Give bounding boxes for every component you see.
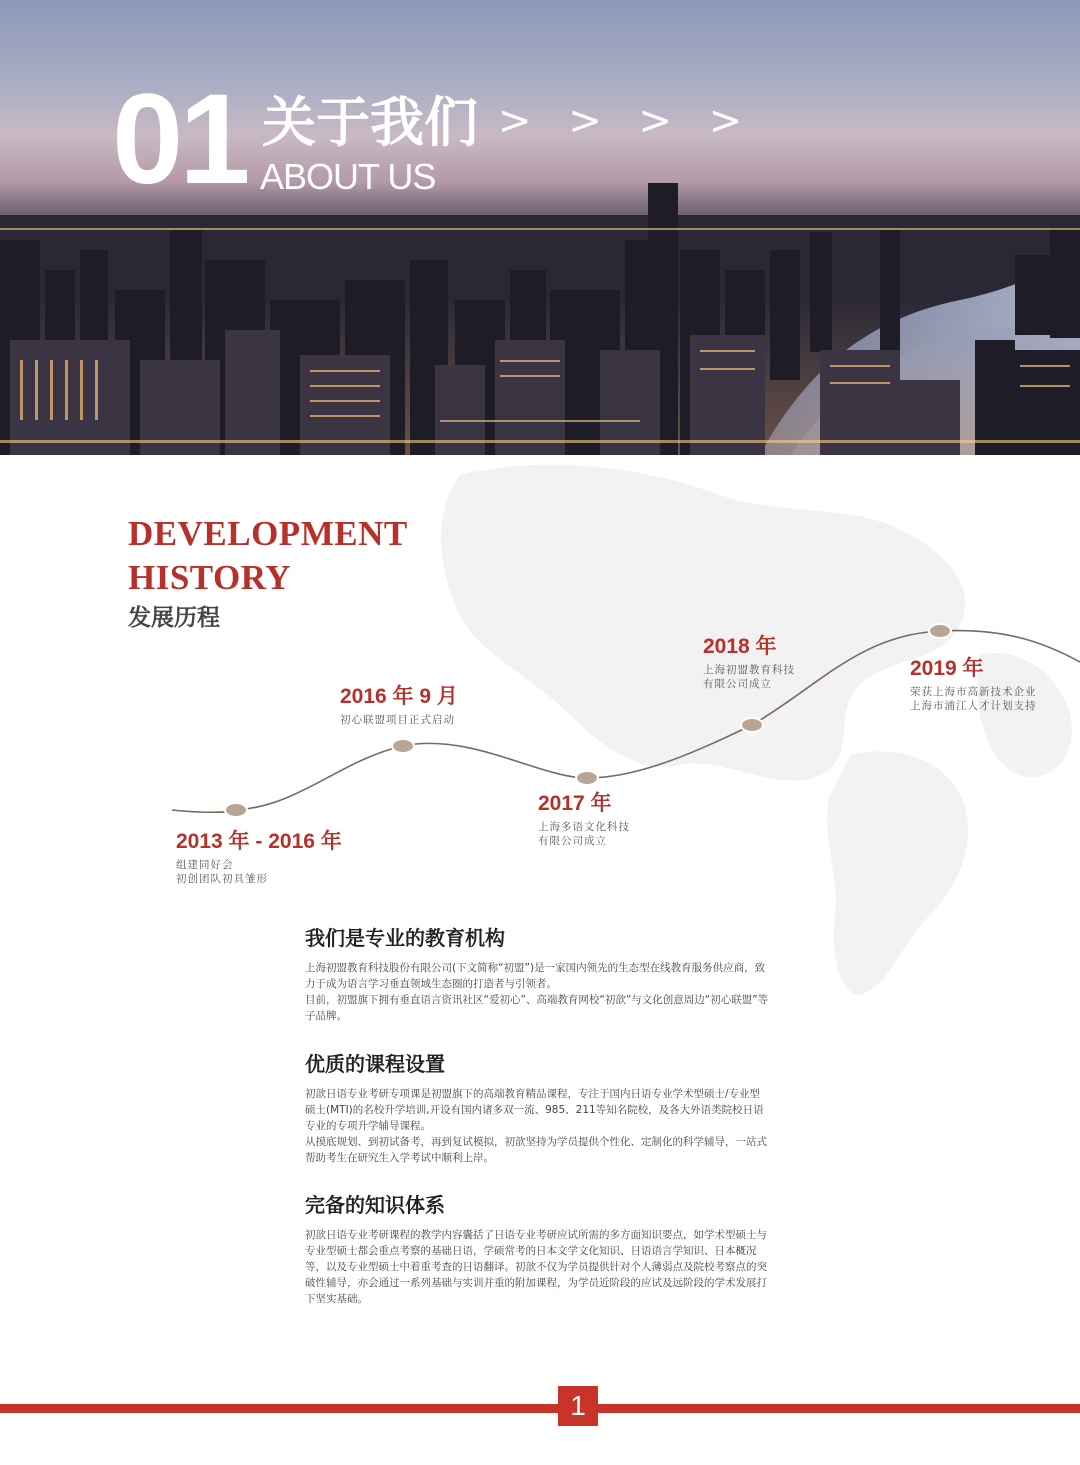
chevron-right-icons: > > > > xyxy=(498,98,755,144)
milestone-desc-line2: 初创团队初具雏形 xyxy=(176,873,268,885)
section-paragraph: 从摸底规划、到初试备考，再到复试模拟，初歆坚持为学员提供个性化、定制化的科学辅导，一站式帮助考生在研究生入学考试中顺利上岸。 xyxy=(305,1136,767,1164)
history-title-line1: DEVELOPMENT xyxy=(128,514,408,553)
page-number: 1 xyxy=(558,1386,598,1426)
timeline-node-2016 xyxy=(392,739,414,753)
hero-banner xyxy=(0,0,1080,455)
milestone-desc xyxy=(340,713,458,727)
milestone-desc-line2: 有限公司成立 xyxy=(703,678,772,690)
milestone-year: 2016 年 9 月 xyxy=(340,685,458,708)
footer-rule xyxy=(0,1404,1080,1413)
milestone-year: 2013 年 - 2016 年 xyxy=(176,830,342,853)
section-heading: 我们是专业的教育机构 xyxy=(305,926,505,950)
section-knowledge-system xyxy=(305,1191,770,1307)
timeline-node-2017 xyxy=(576,771,598,785)
history-title-line2: HISTORY xyxy=(128,558,292,597)
milestone-desc-line1: 上海多语文化科技 xyxy=(538,821,630,833)
timeline-node-2019 xyxy=(929,624,951,638)
timeline-node-2018 xyxy=(741,718,763,732)
milestone-desc xyxy=(910,685,1037,713)
milestone-2013 xyxy=(176,829,342,886)
milestone-desc-line1: 初心联盟项目正式启动 xyxy=(340,714,455,726)
milestone-desc-line1: 荣获上海市高新技术企业 xyxy=(910,686,1037,698)
timeline-node-2013 xyxy=(225,803,247,817)
section-paragraph: 初歆日语专业考研课程的教学内容囊括了日语专业考研应试所需的多方面知识要点，如学术型硕士与专业型硕士都会重点考察的基础日语，学硕常考的日本文学文化知识、日语语言学知识、日本概况等，以及专业型硕士中着重考查的日语翻译。初歆不仅为学员提供针对个人薄弱点及院校考察点的突破性辅导，亦会通过一系列基础与实训并重的附加课程，为学员近阶段的应试及远阶段的学术发展打下坚实基础。 xyxy=(305,1229,767,1305)
milestone-desc-line1: 组建同好会 xyxy=(176,859,234,871)
milestone-2018 xyxy=(703,634,795,691)
section-professional-institution xyxy=(305,924,770,1024)
milestone-2016 xyxy=(340,684,458,727)
section-number: 01 xyxy=(112,68,247,211)
section-title-en: ABOUT US xyxy=(260,156,436,197)
milestone-desc-line2: 有限公司成立 xyxy=(538,835,607,847)
milestone-year: 2018 年 xyxy=(703,635,777,658)
milestone-year: 2019 年 xyxy=(910,657,984,680)
section-paragraph: 初歆日语专业考研专项课是初盟旗下的高端教育精品课程，专注于国内日语专业学术型硕士/专业型硕士(MTI)的名校升学培训,开设有国内诸多双一流、985、211等知名院校，及各大外语类院校日语专业的专项升学辅导课程。 xyxy=(305,1088,764,1132)
timeline-nodes xyxy=(225,624,951,817)
milestone-desc xyxy=(538,820,630,848)
milestone-2017 xyxy=(538,791,630,848)
section-paragraph: 上海初盟教育科技股份有限公司(下文简称“初盟”)是一家国内领先的生态型在线教育服务供应商，致力于成为语言学习垂直领域生态圈的打造者与引领者。 xyxy=(305,962,766,990)
history-title xyxy=(128,512,408,600)
section-heading: 完备的知识体系 xyxy=(305,1193,445,1217)
milestone-year: 2017 年 xyxy=(538,792,612,815)
history-subtitle: 发展历程 xyxy=(128,605,220,631)
section-paragraph: 目前，初盟旗下拥有垂直语言资讯社区“爱初心”、高端教育网校“初歆”与文化创意周边“初心联盟”等子品牌。 xyxy=(305,994,769,1022)
milestone-desc-line1: 上海初盟教育科技 xyxy=(703,664,795,676)
milestone-2019 xyxy=(910,656,1037,713)
milestone-desc xyxy=(176,858,342,886)
milestone-desc xyxy=(703,663,795,691)
section-title-cn: 关于我们 xyxy=(262,91,478,154)
section-course-setup xyxy=(305,1050,770,1166)
section-heading: 优质的课程设置 xyxy=(305,1052,445,1076)
milestone-desc-line2: 上海市浦江人才计划支持 xyxy=(910,700,1037,712)
